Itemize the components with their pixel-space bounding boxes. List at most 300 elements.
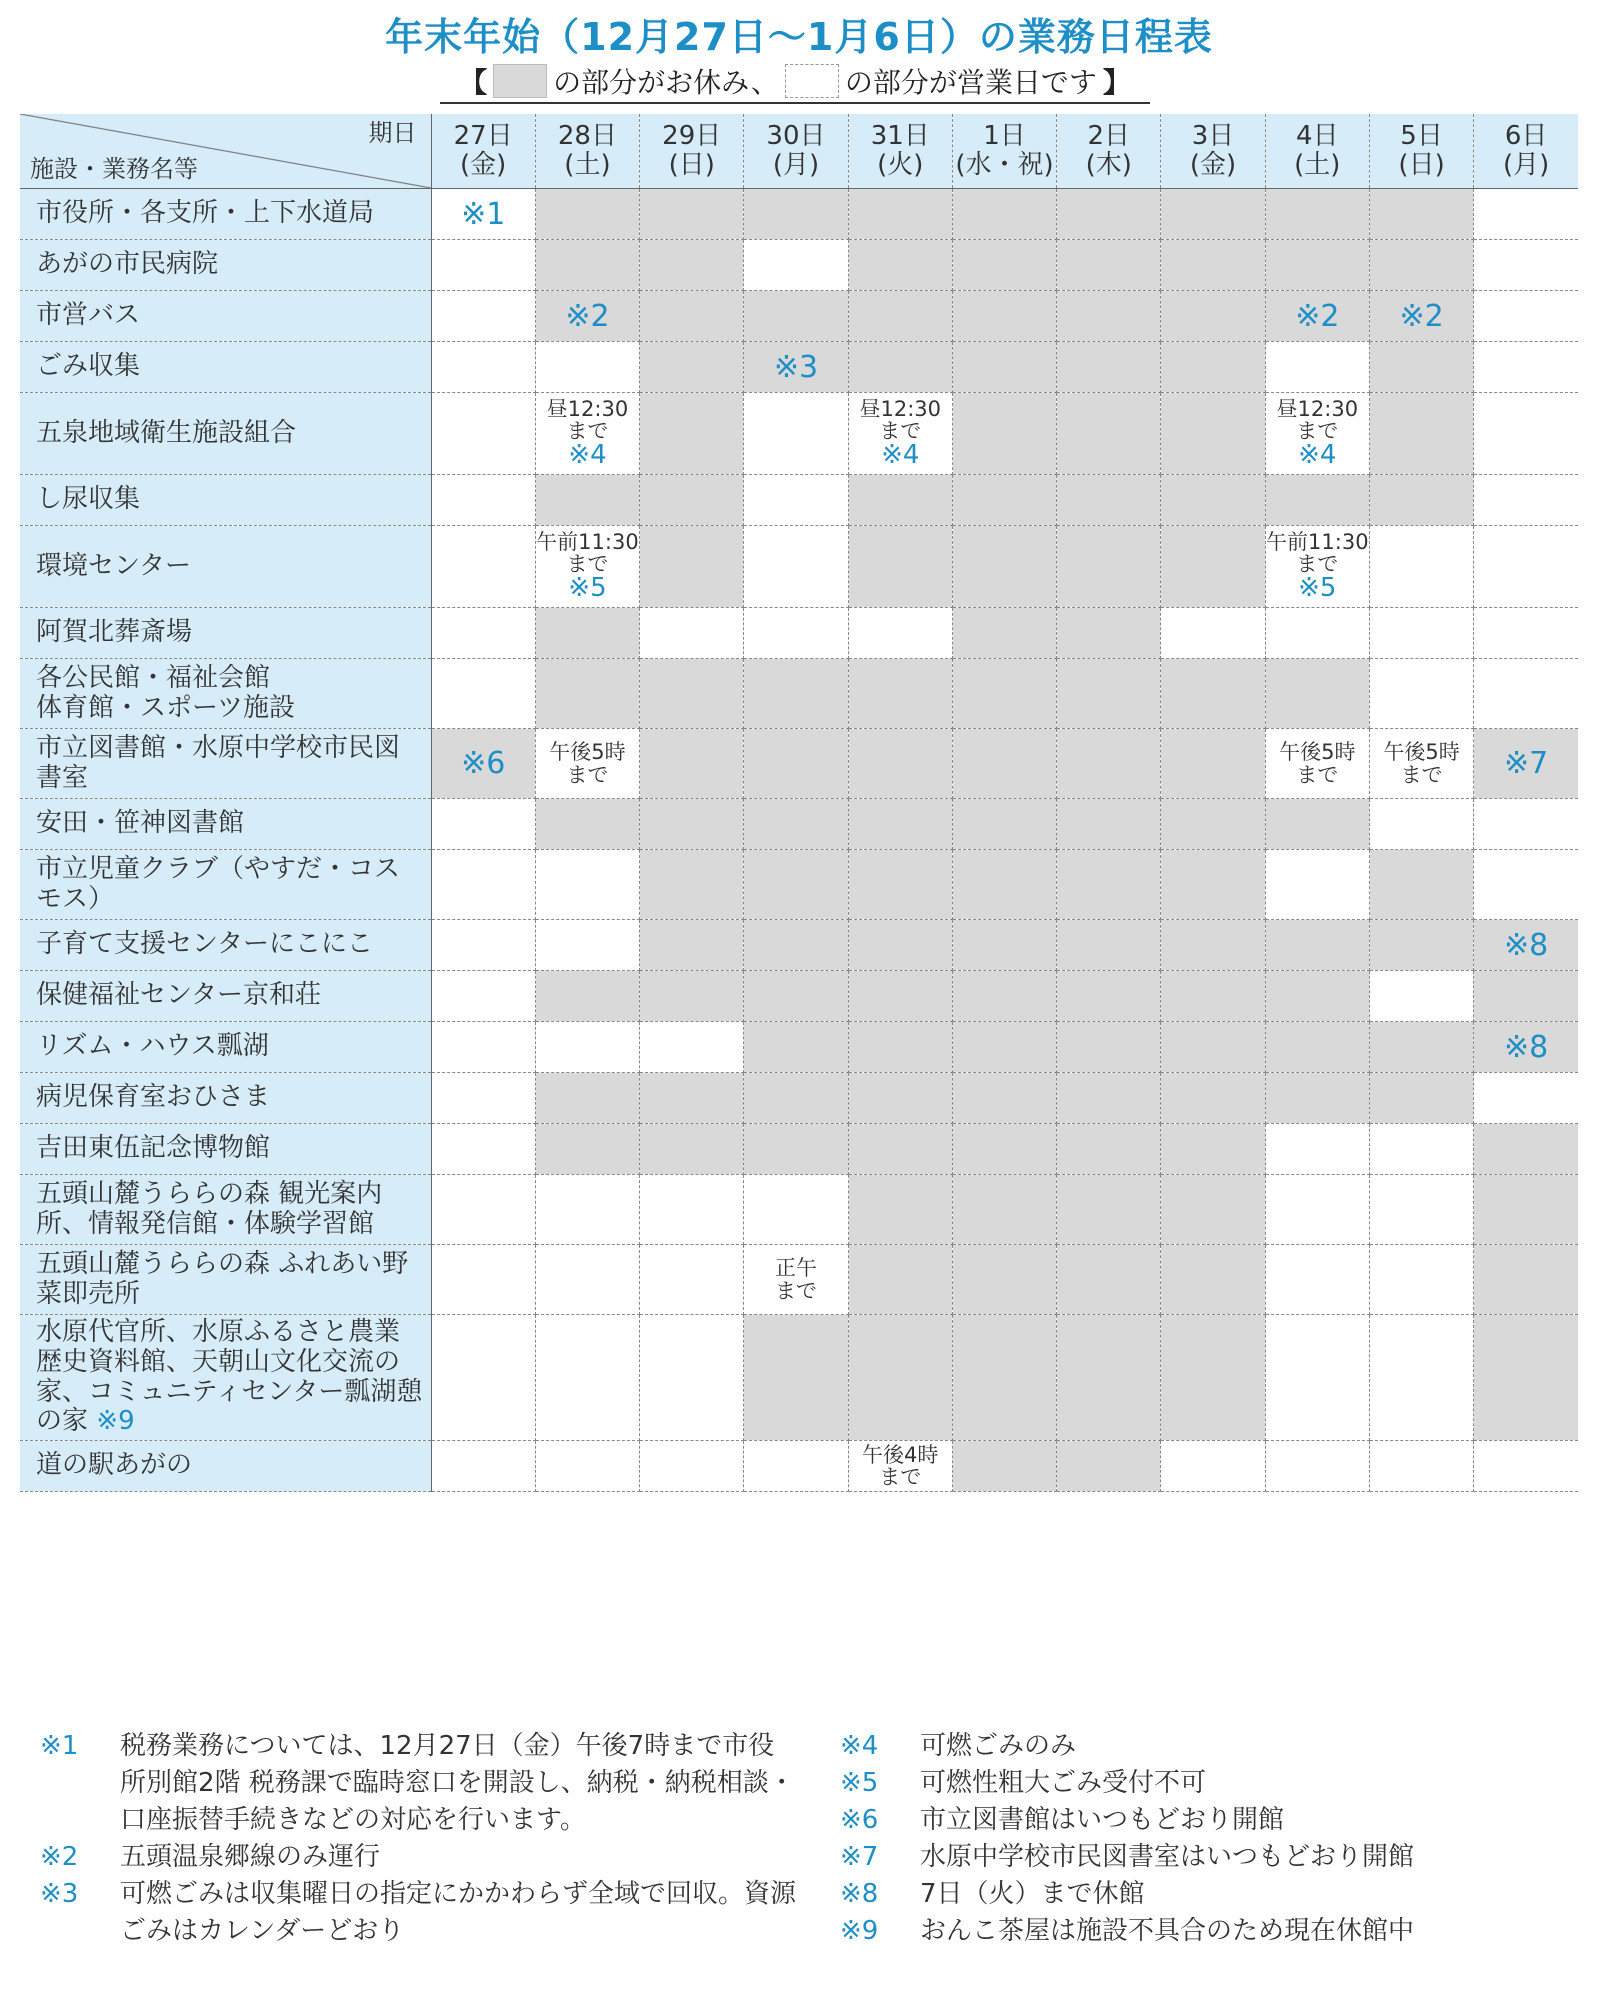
table-row xyxy=(20,1441,1578,1492)
footnote xyxy=(840,1728,1580,1765)
day-date: 5日 xyxy=(1400,121,1443,152)
day-cell-open xyxy=(1474,850,1578,920)
day-cell-open xyxy=(535,850,639,920)
note-mark: ※5 xyxy=(1298,572,1337,603)
day-cell-closed xyxy=(1057,240,1161,291)
day-cell-open xyxy=(535,1175,639,1245)
day-cell-closed xyxy=(1161,1175,1265,1245)
day-cell-closed xyxy=(640,342,744,393)
day-date: 1日 xyxy=(983,121,1026,152)
day-cell-closed xyxy=(1057,1124,1161,1175)
table-row xyxy=(20,729,1578,799)
facility-name xyxy=(20,1175,431,1245)
day-cell-open xyxy=(535,1315,639,1441)
footnote-mark: ※3 xyxy=(40,1879,79,1909)
note-mark: ※4 xyxy=(881,439,920,470)
facility-label: 五頭山麓うららの森 ふれあい野菜即売所 xyxy=(36,1248,409,1309)
day-cell-open xyxy=(744,1245,848,1315)
day-cell-closed xyxy=(1057,1315,1161,1441)
day-cell-open xyxy=(744,475,848,526)
cell-note: まで xyxy=(566,551,609,576)
day-cell-closed xyxy=(535,659,639,729)
day-cell-closed xyxy=(1161,659,1265,729)
day-cell-open xyxy=(1265,729,1369,799)
day-cell-open xyxy=(1369,608,1473,659)
day-weekday: (月) xyxy=(1502,150,1550,180)
day-cell-open xyxy=(744,1175,848,1245)
table-row xyxy=(20,971,1578,1022)
page-title: 年末年始（12月27日～1月6日）の業務日程表 xyxy=(385,15,1213,59)
day-cell-open xyxy=(1265,1315,1369,1441)
day-cell-closed xyxy=(848,526,952,608)
table-row xyxy=(20,1245,1578,1315)
footnote-mark: ※5 xyxy=(840,1768,879,1798)
day-cell-open xyxy=(640,608,744,659)
day-cell-closed xyxy=(1161,291,1265,342)
day-cell-closed xyxy=(1057,189,1161,240)
day-header xyxy=(431,114,535,189)
day-cell-closed xyxy=(1057,1175,1161,1245)
facility-name xyxy=(20,342,431,393)
day-date: 29日 xyxy=(662,121,722,152)
day-cell-closed xyxy=(535,1124,639,1175)
day-cell-closed xyxy=(1369,291,1473,342)
day-cell-open xyxy=(1474,799,1578,850)
day-cell-closed xyxy=(535,475,639,526)
day-cell-closed xyxy=(952,1441,1056,1492)
day-cell-open xyxy=(1474,240,1578,291)
day-cell-closed xyxy=(1161,971,1265,1022)
facility-name xyxy=(20,608,431,659)
facility-name xyxy=(20,475,431,526)
day-cell-closed xyxy=(1474,1245,1578,1315)
facility-name xyxy=(20,799,431,850)
day-cell-closed xyxy=(640,659,744,729)
day-cell-closed xyxy=(1057,475,1161,526)
day-cell-closed xyxy=(1369,475,1473,526)
facility-label: 道の駅あがの xyxy=(36,1450,193,1481)
day-cell-closed xyxy=(1265,1073,1369,1124)
day-cell-open xyxy=(1265,850,1369,920)
day-cell-open xyxy=(431,189,535,240)
facility-name xyxy=(20,526,431,608)
day-cell-closed xyxy=(1057,1245,1161,1315)
day-cell-closed xyxy=(952,189,1056,240)
day-cell-closed xyxy=(640,526,744,608)
footnotes-right xyxy=(840,1728,1580,1950)
note-mark: ※8 xyxy=(1503,1029,1549,1065)
facility-label: あがの市民病院 xyxy=(36,249,219,280)
day-cell-closed xyxy=(535,799,639,850)
day-header xyxy=(848,114,952,189)
facility-label: 環境センター xyxy=(36,550,191,581)
day-cell-closed xyxy=(1161,729,1265,799)
day-cell-closed xyxy=(744,850,848,920)
day-cell-open xyxy=(640,1315,744,1441)
day-date: 27日 xyxy=(453,121,513,152)
day-cell-closed xyxy=(952,475,1056,526)
day-cell-closed xyxy=(744,1315,848,1441)
cell-note: 午前11:30 xyxy=(536,529,639,554)
day-cell-closed xyxy=(1057,1022,1161,1073)
footnote-mark: ※8 xyxy=(840,1879,879,1909)
day-cell-open xyxy=(1474,608,1578,659)
day-cell-closed xyxy=(848,1175,952,1245)
day-cell-open xyxy=(1265,526,1369,608)
day-cell-closed xyxy=(1369,920,1473,971)
day-weekday: (日) xyxy=(668,150,715,180)
day-cell-closed xyxy=(1161,526,1265,608)
footnote-text: 可燃性粗大ごみ受付不可 xyxy=(920,1768,1207,1798)
day-cell-closed xyxy=(952,1175,1056,1245)
day-cell-closed xyxy=(640,1124,744,1175)
day-cell-open xyxy=(848,1441,952,1492)
cell-note: まで xyxy=(1296,551,1339,576)
note-mark: ※7 xyxy=(1503,746,1549,781)
note-mark: ※2 xyxy=(1295,298,1340,334)
footnote xyxy=(840,1913,1580,1950)
day-cell-open xyxy=(431,1124,535,1175)
footnote-text: 五頭温泉郷線のみ運行 xyxy=(120,1842,381,1872)
day-cell-closed xyxy=(1265,189,1369,240)
day-cell-closed xyxy=(952,608,1056,659)
footnote-text: 7日（火）まで休館 xyxy=(920,1879,1145,1909)
facility-name xyxy=(20,850,431,920)
cell-note: まで xyxy=(879,1465,922,1489)
day-cell-closed xyxy=(1474,729,1578,799)
facility-label: 市立図書館・水原中学校市民図書室 xyxy=(36,732,401,793)
day-cell-closed xyxy=(1474,971,1578,1022)
facility-label: 五頭山麓うららの森 観光案内所、情報発信館・体験学習館 xyxy=(36,1178,383,1239)
day-cell-closed xyxy=(1161,1073,1265,1124)
day-cell-closed xyxy=(1057,608,1161,659)
day-cell-closed xyxy=(744,291,848,342)
facility-label: ごみ収集 xyxy=(36,351,141,382)
table-row xyxy=(20,1124,1578,1175)
note-mark: ※2 xyxy=(1399,298,1444,334)
day-cell-closed xyxy=(744,189,848,240)
table-row xyxy=(20,850,1578,920)
footnote xyxy=(840,1839,1580,1876)
day-cell-open xyxy=(431,1073,535,1124)
table-row xyxy=(20,920,1578,971)
day-date: 28日 xyxy=(557,121,617,152)
day-cell-open xyxy=(1369,1124,1473,1175)
table-row xyxy=(20,393,1578,475)
facility-label: し尿収集 xyxy=(36,484,141,515)
day-cell-open xyxy=(1369,1245,1473,1315)
day-weekday: (金) xyxy=(460,150,507,180)
corner-date-label: 期日 xyxy=(368,119,417,147)
day-cell-closed xyxy=(1369,393,1473,475)
day-cell-open xyxy=(1161,1441,1265,1492)
day-cell-closed xyxy=(431,729,535,799)
facility-name xyxy=(20,291,431,342)
day-cell-closed xyxy=(640,850,744,920)
day-cell-closed xyxy=(1369,1073,1473,1124)
day-cell-open xyxy=(431,342,535,393)
day-cell-closed xyxy=(1161,475,1265,526)
day-cell-open xyxy=(431,240,535,291)
facility-label: 市営バス xyxy=(36,300,141,331)
day-cell-open xyxy=(431,659,535,729)
day-cell-closed xyxy=(1057,1441,1161,1492)
footnote-mark: ※2 xyxy=(40,1842,79,1872)
day-cell-closed xyxy=(952,1022,1056,1073)
day-cell-closed xyxy=(1161,799,1265,850)
day-cell-open xyxy=(1265,608,1369,659)
day-date: 4日 xyxy=(1296,121,1339,152)
day-cell-open xyxy=(1265,393,1369,475)
note-mark: ※5 xyxy=(568,572,607,603)
day-cell-closed xyxy=(848,1315,952,1441)
day-cell-open xyxy=(535,1245,639,1315)
day-cell-closed xyxy=(1369,850,1473,920)
day-cell-open xyxy=(1369,971,1473,1022)
day-header xyxy=(1474,114,1578,189)
day-cell-open xyxy=(431,799,535,850)
day-cell-closed xyxy=(1265,240,1369,291)
facility-note-mark: ※9 xyxy=(96,1406,135,1437)
day-cell-open xyxy=(431,971,535,1022)
day-cell-closed xyxy=(1057,971,1161,1022)
legend-open-text: の部分が営業日です xyxy=(844,66,1097,99)
day-cell-open xyxy=(535,526,639,608)
footnote-text: 可燃ごみのみ xyxy=(920,1731,1077,1761)
day-cell-closed xyxy=(848,342,952,393)
facility-label: リズム・ハウス瓢湖 xyxy=(36,1031,269,1062)
day-cell-closed xyxy=(848,240,952,291)
footnote-text: おんこ茶屋は施設不具合のため現在休館中 xyxy=(920,1916,1415,1946)
day-cell-open xyxy=(1474,1441,1578,1492)
day-cell-closed xyxy=(535,971,639,1022)
day-cell-open xyxy=(640,1022,744,1073)
day-cell-closed xyxy=(1474,920,1578,971)
footnotes-left xyxy=(40,1728,800,1950)
day-cell-closed xyxy=(952,799,1056,850)
day-cell-closed xyxy=(848,799,952,850)
table-row xyxy=(20,1073,1578,1124)
day-cell-closed xyxy=(848,475,952,526)
schedule-table xyxy=(20,114,1578,1492)
day-cell-closed xyxy=(535,1073,639,1124)
footnote xyxy=(40,1728,800,1839)
day-cell-closed xyxy=(1161,1022,1265,1073)
day-header xyxy=(1161,114,1265,189)
footnote-mark: ※4 xyxy=(840,1731,879,1761)
table-row xyxy=(20,1175,1578,1245)
table-row xyxy=(20,189,1578,240)
footnote-text: 可燃ごみは収集曜日の指定にかかわらず全域で回収。資源ごみはカレンダーどおり xyxy=(120,1879,797,1946)
day-cell-open xyxy=(1369,1175,1473,1245)
day-header xyxy=(744,114,848,189)
note-mark: ※6 xyxy=(461,746,506,781)
cell-note: 昼12:30 xyxy=(546,396,629,421)
day-cell-closed xyxy=(1161,1315,1265,1441)
day-cell-open xyxy=(431,1315,535,1441)
day-cell-closed xyxy=(744,971,848,1022)
day-cell-closed xyxy=(848,1073,952,1124)
legend-open-bracket: 【 xyxy=(459,66,488,99)
table-row xyxy=(20,799,1578,850)
day-cell-closed xyxy=(848,850,952,920)
day-cell-open xyxy=(431,1175,535,1245)
day-cell-closed xyxy=(1474,1022,1578,1073)
footnote xyxy=(40,1839,800,1876)
day-cell-closed xyxy=(848,659,952,729)
day-cell-open xyxy=(1369,526,1473,608)
facility-name xyxy=(20,189,431,240)
day-cell-closed xyxy=(1057,799,1161,850)
day-cell-closed xyxy=(1161,1245,1265,1315)
day-cell-closed xyxy=(952,1315,1056,1441)
day-cell-open xyxy=(1265,1124,1369,1175)
day-cell-open xyxy=(431,393,535,475)
legend xyxy=(440,60,1150,104)
footnote xyxy=(840,1765,1580,1802)
day-cell-closed xyxy=(640,971,744,1022)
day-cell-closed xyxy=(848,971,952,1022)
cell-note: まで xyxy=(566,418,609,443)
day-cell-closed xyxy=(1057,920,1161,971)
day-cell-open xyxy=(1474,189,1578,240)
table-row xyxy=(20,475,1578,526)
note-mark: ※2 xyxy=(565,298,610,334)
facility-label: 各公民館・福祉会館 体育館・スポーツ施設 xyxy=(36,662,295,723)
day-cell-closed xyxy=(640,189,744,240)
day-cell-closed xyxy=(1369,1022,1473,1073)
footnote-text: 税務業務については、12月27日（金）午後7時まで市役所別館2階 税務課で臨時窓口を開設し、納税・納税相談・口座振替手続きなどの対応を行います。 xyxy=(120,1731,795,1835)
day-cell-open xyxy=(744,526,848,608)
day-cell-open xyxy=(431,608,535,659)
day-cell-closed xyxy=(1057,850,1161,920)
facility-name xyxy=(20,659,431,729)
day-cell-open xyxy=(431,526,535,608)
cell-note: 午前11:30 xyxy=(1266,529,1369,554)
day-cell-open xyxy=(431,1245,535,1315)
footnote-mark: ※9 xyxy=(840,1916,879,1946)
day-cell-closed xyxy=(952,971,1056,1022)
day-cell-closed xyxy=(640,240,744,291)
day-weekday: (金) xyxy=(1189,150,1237,180)
day-cell-open xyxy=(535,1441,639,1492)
day-cell-open xyxy=(1474,1073,1578,1124)
footnote-text: 水原中学校市民図書室はいつもどおり開館 xyxy=(920,1842,1415,1872)
day-cell-closed xyxy=(744,342,848,393)
day-date: 6日 xyxy=(1504,121,1548,152)
day-cell-open xyxy=(640,1245,744,1315)
table-row xyxy=(20,342,1578,393)
day-header xyxy=(1265,114,1369,189)
day-cell-open xyxy=(848,393,952,475)
day-cell-closed xyxy=(848,1124,952,1175)
day-cell-open xyxy=(1369,729,1473,799)
day-cell-closed xyxy=(1057,729,1161,799)
facility-name xyxy=(20,1022,431,1073)
facility-label: 市役所・各支所・上下水道局 xyxy=(36,198,375,229)
day-cell-closed xyxy=(952,1245,1056,1315)
day-cell-closed xyxy=(1161,240,1265,291)
facility-label: 阿賀北葬斎場 xyxy=(36,617,193,648)
day-cell-closed xyxy=(640,799,744,850)
facility-name xyxy=(20,1245,431,1315)
day-weekday: (月) xyxy=(772,150,820,180)
cell-note: まで xyxy=(566,762,609,787)
cell-note: 昼12:30 xyxy=(1276,396,1359,421)
day-cell-open xyxy=(1161,608,1265,659)
day-cell-open xyxy=(1369,1315,1473,1441)
day-cell-closed xyxy=(535,240,639,291)
day-cell-closed xyxy=(1161,850,1265,920)
day-cell-open xyxy=(1474,526,1578,608)
note-mark: ※8 xyxy=(1503,927,1549,963)
day-cell-closed xyxy=(1057,1073,1161,1124)
cell-note: まで xyxy=(1400,762,1443,787)
day-cell-open xyxy=(848,608,952,659)
day-weekday: (水・祝) xyxy=(955,150,1054,180)
day-cell-closed xyxy=(1265,799,1369,850)
day-cell-open xyxy=(1369,659,1473,729)
day-cell-closed xyxy=(1265,291,1369,342)
day-cell-closed xyxy=(640,291,744,342)
corner-facility-label: 施設・業務名等 xyxy=(30,154,198,183)
day-cell-closed xyxy=(744,729,848,799)
day-cell-closed xyxy=(640,920,744,971)
day-cell-closed xyxy=(848,1245,952,1315)
day-cell-closed xyxy=(744,799,848,850)
footnote xyxy=(840,1802,1580,1839)
facility-name xyxy=(20,393,431,475)
header-row xyxy=(20,114,1578,189)
day-cell-closed xyxy=(1161,189,1265,240)
day-cell-closed xyxy=(1057,342,1161,393)
day-cell-closed xyxy=(535,189,639,240)
day-cell-closed xyxy=(640,729,744,799)
day-cell-closed xyxy=(1265,1022,1369,1073)
open-swatch xyxy=(785,64,839,98)
day-cell-closed xyxy=(952,526,1056,608)
table-row xyxy=(20,1315,1578,1441)
note-mark: ※4 xyxy=(1298,439,1337,470)
day-cell-open xyxy=(535,393,639,475)
day-cell-open xyxy=(431,291,535,342)
day-cell-closed xyxy=(1369,342,1473,393)
day-cell-open xyxy=(744,240,848,291)
cell-note: 午後5時 xyxy=(1383,740,1460,765)
day-cell-closed xyxy=(1057,291,1161,342)
day-cell-closed xyxy=(1265,920,1369,971)
day-cell-open xyxy=(1265,1441,1369,1492)
day-cell-closed xyxy=(952,659,1056,729)
day-cell-open xyxy=(1369,799,1473,850)
day-cell-closed xyxy=(1265,659,1369,729)
legend-close-bracket: 】 xyxy=(1102,66,1131,99)
day-cell-open xyxy=(1474,475,1578,526)
day-weekday: (日) xyxy=(1398,150,1445,180)
day-cell-closed xyxy=(1161,342,1265,393)
facility-label: 安田・笹神図書館 xyxy=(36,808,245,839)
day-cell-open xyxy=(431,1022,535,1073)
table-row xyxy=(20,1022,1578,1073)
footnote xyxy=(40,1876,800,1950)
cell-note: 正午 xyxy=(774,1256,817,1281)
table-row xyxy=(20,240,1578,291)
day-cell-open xyxy=(744,393,848,475)
day-cell-open xyxy=(1474,342,1578,393)
day-cell-closed xyxy=(952,240,1056,291)
day-cell-closed xyxy=(848,1022,952,1073)
day-cell-open xyxy=(1474,393,1578,475)
